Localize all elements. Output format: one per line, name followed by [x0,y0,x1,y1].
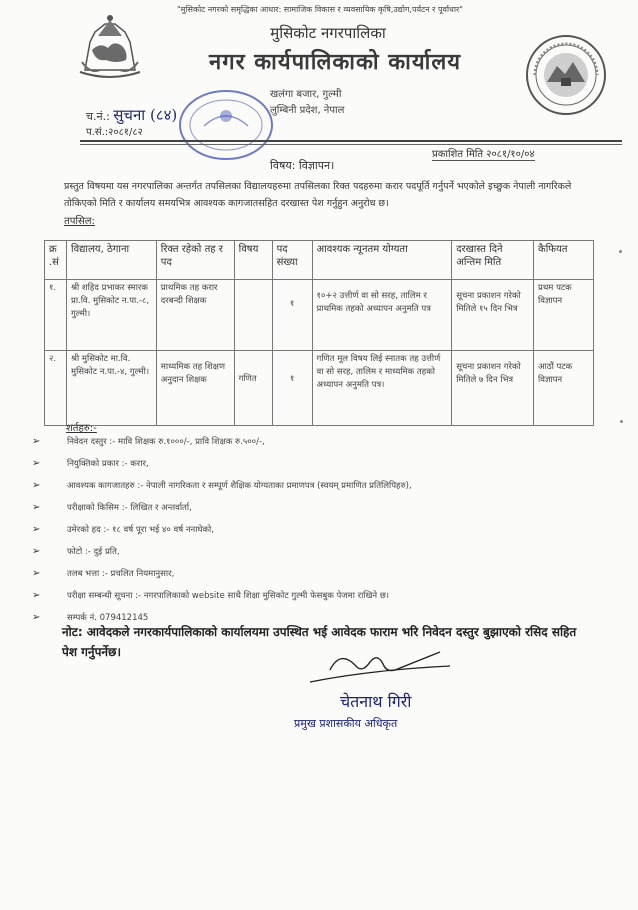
cell-count: १ [272,351,312,426]
arrow-bullet-icon: ➢ [32,546,41,557]
margin-dot [619,250,622,253]
list-item [32,523,592,545]
arrow-bullet-icon: ➢ [32,524,41,535]
condition-text: फोटो :- दुई प्रति, [67,547,120,557]
vacancy-table [44,240,594,426]
cell-qualification: १०+२ उत्तीर्ण वा सो सरह, तालिम र प्राथमिक तहको अध्यापन अनुमति पत्र [312,280,452,351]
address-line-1: खलंगा बजार, गुल्मी [270,89,342,100]
table-header-row [45,241,594,280]
cell-qualification: गणित मूल विषय लिई स्नातक तह उत्तीर्ण वा सो सरह, तालिम र माध्यमिक तहको अध्यापन अनुमति पत्र। [312,351,452,426]
condition-text: सम्पर्क नं. 079412145 [67,613,149,623]
arrow-bullet-icon: ➢ [32,612,41,623]
condition-text: आवश्यक कागजातहरु :- नेपाली नागरिकता र सम्पूर्ण शैक्षिक योग्यताका प्रमाणपत्र (स्वयम् प्रमाणित प्रतिलिपिहरु), [67,481,412,491]
motto-text: "मुसिकोट नगरको समृद्धिका आधार: सामाजिक विकास र व्यवसायिक कृषि,उद्योग,पर्यटन र पूर्वाधार" [177,5,463,14]
arrow-bullet-icon: ➢ [32,502,41,513]
cell-serial: १. [45,280,67,351]
cell-subject [234,280,272,351]
header-subject: विषय [234,241,272,280]
address-line-2: लुम्बिनी प्रदेश, नेपाल [270,105,345,116]
intro-paragraph: प्रस्तुत विषयमा यस नगरपालिका अन्तर्गत तपसिलका विद्यालयहरुमा तपसिलका रिक्त पदहरुमा करार पदपूर्ति गर्नुपर्ने भएकोले इच्छुक नेपाली नागरिकले तोकिएको मिति र कार्यालय समयभित्र आवश्यक कागजातसहित दरखास्त पेश गर्नुहुन अनुरोध छ। [64,181,572,209]
header-post: रिक्त रहेको तह र पद [156,241,234,280]
arrow-bullet-icon: ➢ [32,480,41,491]
arrow-bullet-icon: ➢ [32,590,41,601]
conditions-list [32,435,592,633]
cell-deadline: सूचना प्रकाशन गरेको मितिले १५ दिन भित्र [452,280,534,351]
subject-line: विषय: विज्ञापन। [270,159,335,172]
margin-dot [620,420,623,423]
cell-school: श्री शहिद प्रभाकर स्मारक प्रा.वि. मुसिकोट न.पा.-८, गुल्मी। [66,280,156,351]
list-item [32,435,592,457]
header-deadline: दरखास्त दिने अन्तिम मिति [452,241,534,280]
reference-number [86,105,177,125]
condition-text: तलब भत्ता :- प्रचलित नियमानुसार, [67,569,175,579]
reference-number-label: च.नं.: [86,110,110,123]
cell-remarks: प्रथम पटक विज्ञापन [534,280,594,351]
list-item [32,479,592,501]
header-school: विद्यालय, ठेगाना [66,241,156,280]
cell-post: प्राथमिक तह करार दरबन्दी शिक्षक [156,280,234,351]
office-title: नगर कार्यपालिकाको कार्यालय [209,50,461,75]
condition-text: परीक्षा सम्बन्धी सूचना :- नगरपालिकाको website साथै शिक्षा मुसिकोट गुल्मी फेसबुक पेजमा राखिने छ। [67,591,390,601]
list-item [32,567,592,589]
cell-subject: गणित [234,351,272,426]
header-serial: क्र .सं [45,241,67,280]
arrow-bullet-icon: ➢ [32,568,41,579]
arrow-bullet-icon: ➢ [32,458,41,469]
header-count: पद संख्या [272,241,312,280]
office-stamp-icon [176,86,276,164]
cell-remarks: आठौं पटक विज्ञापन [534,351,594,426]
signatory-title: प्रमुख प्रशासकीय अधिकृत [294,717,398,730]
details-label: तपसिल: [64,216,95,227]
published-date: प्रकाशित मिति २०८१/१०/०४ [432,146,535,161]
condition-text: नियुक्तिको प्रकार :- करार, [67,459,149,469]
list-item [32,457,592,479]
list-item [32,589,592,611]
table-row [45,280,594,351]
nepal-emblem-icon [70,12,150,84]
fiscal-year: प.सं.:२०८१/८२ [86,127,143,138]
cell-school: श्री मुसिकोट मा.वि. मुसिकोट न.पा.-४, गुल्मी। [66,351,156,426]
cell-deadline: सूचना प्रकाशन गरेको मितिले ७ दिन भित्र [452,351,534,426]
condition-text: उमेरको हद :- १८ वर्ष पूरा भई ४० वर्ष ननाघेको, [67,525,214,535]
header-remarks: कैफियत [534,241,594,280]
reference-number-value: सुचना (८४) [113,106,178,124]
list-item [32,545,592,567]
note-paragraph: नोट: आवेदकले नगरकार्यपालिकाको कार्यालयमा उपस्थित भई आवेदक फाराम भरि निवेदन दस्तुर बुझाएको रसिद सहित पेश गर्नुपर्नेछ। [62,625,577,659]
municipality-name: मुसिकोट नगरपालिका [270,24,386,42]
header-rule [80,140,622,142]
signatory-name: चेतनाथ गिरी [340,692,412,711]
header-qualification: आवश्यक न्यूनतम योग्यता [312,241,452,280]
header-rule-thin [80,144,622,145]
condition-text: निवेदन दस्तुर :- मावि शिक्षक रु.१०००/-, प्रावि शिक्षक रु.५००/-, [67,437,265,447]
signature-icon [300,640,460,690]
cell-serial: २. [45,351,67,426]
table-row [45,351,594,426]
municipality-logo-icon [525,34,607,116]
cell-post: माध्यमिक तह शिक्षण अनुदान शिक्षक [156,351,234,426]
list-item [32,501,592,523]
arrow-bullet-icon: ➢ [32,436,41,447]
cell-count: १ [272,280,312,351]
conditions-label: शर्तहरु:- [66,423,97,434]
condition-text: परीक्षाको किसिम :- लिखित र अन्तर्वार्ता, [67,503,192,513]
